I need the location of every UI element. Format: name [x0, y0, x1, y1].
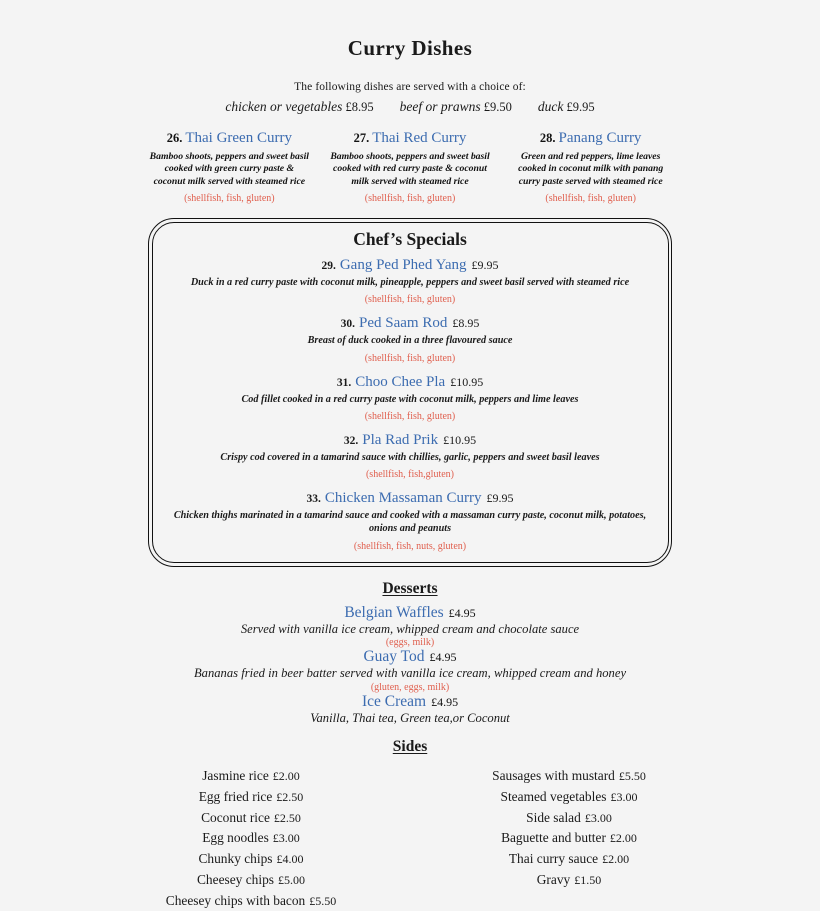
side-price: £2.00 — [602, 852, 630, 867]
side-label: Egg noodles — [202, 830, 269, 846]
item-number: 31. — [336, 376, 352, 389]
item-allergens: (gluten, eggs, milk) — [370, 681, 450, 693]
sides-left-column — [127, 766, 375, 911]
menu-item[interactable] — [509, 129, 672, 204]
item-name: Thai Red Curry — [372, 130, 467, 146]
side-price: £5.50 — [618, 769, 646, 784]
item-name: Guay Tod — [363, 648, 425, 666]
item-number: 33. — [306, 493, 321, 506]
side-label: Coconut rice — [201, 809, 270, 825]
side-label: Chunky chips — [198, 851, 273, 867]
item-description: Crispy cod covered in a tamarind sauce with chillies, garlic, peppers and sweet basil leaves — [220, 451, 600, 463]
side-price: £2.50 — [273, 810, 301, 825]
list-item[interactable] — [445, 787, 693, 808]
curry-item-heading — [148, 129, 311, 147]
side-price: £2.00 — [272, 769, 300, 784]
sides-columns — [0, 766, 820, 911]
list-item[interactable] — [445, 766, 693, 787]
side-label: Baguette and butter — [501, 830, 606, 846]
item-name: Gang Ped Phed Yang — [339, 257, 467, 274]
chefs-specials-title: Chef’s Specials — [353, 229, 467, 250]
list-item[interactable] — [445, 808, 693, 829]
side-label: Sausages with mustard — [492, 768, 615, 784]
item-price: £8.95 — [452, 316, 480, 331]
side-price: £3.00 — [610, 789, 638, 804]
item-number: 30. — [340, 318, 356, 331]
side-label: Side salad — [526, 809, 581, 825]
menu-item[interactable] — [0, 648, 820, 692]
item-allergens: (shellfish, fish, nuts, gluten) — [353, 540, 467, 552]
item-description: Green and red peppers, lime leaves cooked in coconut milk with panang curry paste served with steamed rice — [518, 151, 664, 187]
item-name: Thai Green Curry — [185, 130, 292, 146]
menu-item[interactable] — [163, 373, 657, 422]
item-name: Ped Saam Rod — [359, 315, 448, 332]
side-price: £5.50 — [309, 893, 337, 908]
item-price: £4.95 — [448, 605, 476, 620]
item-allergens: (shellfish, fish, gluten) — [364, 193, 456, 205]
list-item[interactable] — [127, 808, 375, 829]
menu-item[interactable] — [163, 489, 657, 552]
side-price: £3.00 — [272, 831, 300, 846]
menu-item[interactable] — [163, 431, 657, 480]
item-name: Panang Curry — [558, 130, 642, 146]
item-description: Bananas fried in beer batter served with vanilla ice cream, whipped cream and honey — [193, 666, 627, 681]
curry-dishes-section — [0, 0, 820, 204]
side-label: Egg fried rice — [198, 788, 273, 804]
sides-section — [0, 738, 820, 911]
item-description: Chicken thighs marinated in a tamarind sauce and cooked with a massaman curry paste, coconut milk, potatoes, onions and peanuts — [173, 510, 647, 535]
choice-option-price: £9.50 — [483, 100, 512, 114]
curry-items-grid — [0, 129, 820, 204]
menu-item[interactable] — [0, 693, 820, 725]
item-name: Ice Cream — [361, 692, 427, 710]
list-item[interactable] — [127, 828, 375, 849]
item-description: Served with vanilla ice cream, whipped cream and chocolate sauce — [240, 621, 580, 636]
item-allergens: (shellfish, fish, gluten) — [364, 352, 456, 364]
item-number: 29. — [321, 260, 336, 273]
item-price: £4.95 — [431, 694, 459, 709]
choice-option-label: duck — [537, 99, 564, 114]
list-item[interactable] — [127, 787, 375, 808]
item-allergens: (eggs, milk) — [385, 637, 435, 649]
list-item[interactable] — [445, 828, 693, 849]
item-allergens: (shellfish, fish, gluten) — [545, 193, 636, 205]
choice-option-price: £8.95 — [345, 100, 374, 114]
list-item[interactable] — [445, 849, 693, 870]
side-price: £3.00 — [584, 810, 612, 825]
list-item[interactable] — [127, 891, 375, 911]
side-label: Cheesey chips — [197, 871, 274, 887]
item-allergens: (shellfish, fish, gluten) — [184, 193, 275, 205]
special-item-heading — [163, 314, 657, 332]
item-number: 32. — [343, 434, 359, 447]
item-description: Bamboo shoots, peppers and sweet basil cooked with red curry paste & coconut milk served with steamed rice — [330, 151, 490, 187]
menu-item[interactable] — [163, 256, 657, 305]
menu-item[interactable] — [0, 604, 820, 648]
item-number: 27. — [353, 131, 370, 145]
curry-choice-options — [0, 99, 820, 115]
item-description: Vanilla, Thai tea, Green tea,or Coconut — [310, 710, 510, 725]
curry-item-heading — [329, 129, 492, 147]
side-label: Thai curry sauce — [508, 851, 599, 867]
desserts-title: Desserts — [382, 579, 438, 597]
menu-item[interactable] — [163, 314, 657, 363]
item-name: Choo Chee Pla — [355, 373, 446, 390]
item-number: 26. — [166, 131, 183, 145]
list-item[interactable] — [127, 849, 375, 870]
desserts-section — [0, 580, 820, 725]
side-label: Gravy — [536, 871, 571, 887]
menu-item[interactable] — [329, 129, 492, 204]
item-price: £9.95 — [471, 258, 499, 273]
side-label: Steamed vegetables — [500, 788, 607, 804]
curry-dishes-title: Curry Dishes — [347, 36, 473, 60]
item-allergens: (shellfish, fish,gluten) — [365, 469, 455, 481]
item-price: £9.95 — [486, 491, 514, 506]
side-label: Jasmine rice — [202, 768, 269, 784]
item-price: £10.95 — [443, 432, 477, 447]
menu-item[interactable] — [148, 129, 311, 204]
chefs-specials-box — [148, 218, 672, 567]
item-description: Cod fillet cooked in a red curry paste with coconut milk, peppers and lime leaves — [241, 393, 579, 405]
special-item-heading — [163, 256, 657, 274]
list-item[interactable] — [127, 766, 375, 787]
item-name: Belgian Waffles — [344, 603, 444, 621]
item-name: Chicken Massaman Curry — [324, 490, 482, 507]
side-price: £1.50 — [574, 872, 602, 887]
item-description: Bamboo shoots, peppers and sweet basil cooked with green curry paste & coconut milk served with steamed rice — [149, 151, 309, 187]
special-item-heading — [163, 431, 657, 449]
item-description: Duck in a red curry paste with coconut milk, pineapple, peppers and sweet basil served with steamed rice — [190, 277, 630, 289]
item-description: Breast of duck cooked in a three flavoured sauce — [307, 335, 513, 347]
dessert-item-heading — [0, 693, 820, 711]
list-item[interactable] — [445, 870, 693, 891]
list-item[interactable] — [127, 870, 375, 891]
choice-option-price: £9.95 — [566, 100, 595, 114]
curry-item-heading — [509, 129, 672, 147]
curry-choice-note: The following dishes are served with a choice of: — [294, 81, 526, 93]
side-price: £4.00 — [276, 852, 304, 867]
side-label: Cheesey chips with bacon — [165, 892, 306, 908]
item-name: Pla Rad Prik — [362, 431, 439, 448]
sides-right-column — [445, 766, 693, 911]
special-item-heading — [163, 373, 657, 391]
item-allergens: (shellfish, fish, gluten) — [364, 294, 456, 306]
item-price: £10.95 — [450, 374, 484, 389]
sides-title: Sides — [392, 738, 428, 756]
side-price: £2.00 — [609, 831, 637, 846]
item-number: 28. — [539, 131, 556, 145]
dessert-item-heading — [0, 604, 820, 622]
item-price: £4.95 — [429, 650, 457, 665]
special-item-heading — [163, 489, 657, 507]
choice-option-label: beef or prawns — [399, 99, 481, 114]
dessert-item-heading — [0, 648, 820, 666]
side-price: £5.00 — [277, 872, 305, 887]
item-allergens: (shellfish, fish, gluten) — [364, 410, 456, 422]
choice-option-label: chicken or vegetables — [225, 99, 343, 114]
side-price: £2.50 — [276, 789, 304, 804]
